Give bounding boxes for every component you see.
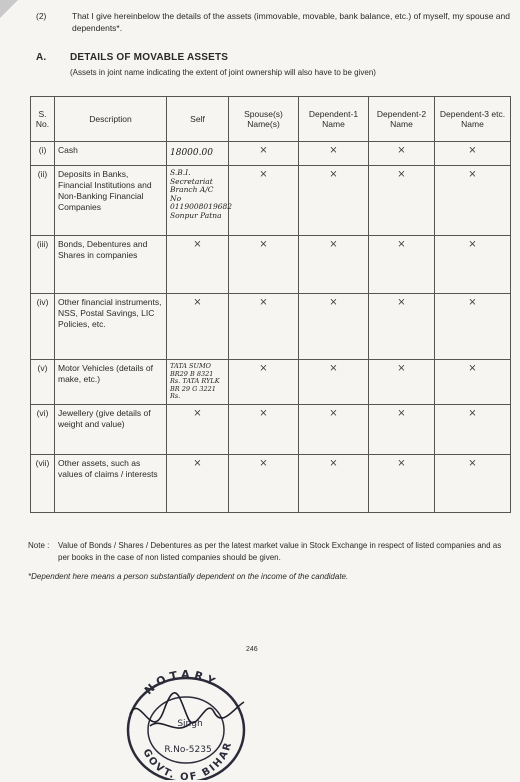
row-description: Other assets, such as values of claims / interests bbox=[55, 454, 167, 512]
row-mark: × bbox=[229, 404, 299, 454]
row-description: Bonds, Debentures and Shares in companies bbox=[55, 236, 167, 294]
seal-top-text: NOTARY bbox=[141, 667, 221, 698]
row-mark: × bbox=[435, 142, 511, 166]
row-mark: × bbox=[299, 404, 369, 454]
row-mark: × bbox=[299, 142, 369, 166]
row-self-value: × bbox=[167, 294, 229, 360]
dependent-footnote: *Dependent here means a person substantially dependent on the income of the candidate. bbox=[28, 572, 349, 581]
header-dependent-1: Dependent-1 Name bbox=[299, 97, 369, 142]
header-dependent-3: Dependent-3 etc. Name bbox=[435, 97, 511, 142]
table-row bbox=[31, 236, 511, 294]
header-sno: S. No. bbox=[31, 97, 55, 142]
row-mark: × bbox=[299, 294, 369, 360]
section-subnote: (Assets in joint name indicating the extent of joint ownership will also have to be given) bbox=[70, 68, 376, 77]
note-label: Note : bbox=[28, 541, 50, 550]
table-row bbox=[31, 404, 511, 454]
seal-registration: R.No-5235 bbox=[164, 745, 212, 755]
movable-assets-table bbox=[30, 96, 511, 513]
row-self-value: × bbox=[167, 454, 229, 512]
seal-outer-ring bbox=[128, 678, 244, 780]
table-row bbox=[31, 294, 511, 360]
row-mark: × bbox=[435, 166, 511, 236]
note-text: Value of Bonds / Shares / Debentures as per the latest market value in Stock Exchange in respect of listed companies and as per books in the case of non listed companies should be given. bbox=[58, 541, 502, 562]
row-mark: × bbox=[435, 360, 511, 405]
row-description: Other financial instruments, NSS, Postal Savings, LIC Policies, etc. bbox=[55, 294, 167, 360]
table-row bbox=[31, 360, 511, 405]
row-sno: (vi) bbox=[31, 404, 55, 454]
table-header-row bbox=[31, 97, 511, 142]
seal-name: Singh bbox=[177, 719, 203, 729]
row-mark: × bbox=[369, 360, 435, 405]
page-corner-fold bbox=[0, 0, 18, 18]
row-mark: × bbox=[229, 166, 299, 236]
row-self-value: S.B.I. Secretariat Branch A/C No 0119008019682 Sonpur Patna bbox=[167, 166, 229, 236]
header-self: Self bbox=[167, 97, 229, 142]
header-description: Description bbox=[55, 97, 167, 142]
row-self-value: × bbox=[167, 236, 229, 294]
row-mark: × bbox=[369, 454, 435, 512]
row-mark: × bbox=[435, 454, 511, 512]
row-mark: × bbox=[369, 166, 435, 236]
row-mark: × bbox=[229, 142, 299, 166]
row-sno: (iii) bbox=[31, 236, 55, 294]
row-sno: (ii) bbox=[31, 166, 55, 236]
row-description: Jewellery (give details of weight and value) bbox=[55, 404, 167, 454]
row-self-value: 18000.00 bbox=[167, 142, 229, 166]
row-mark: × bbox=[229, 360, 299, 405]
row-self-value: × bbox=[167, 404, 229, 454]
row-mark: × bbox=[299, 236, 369, 294]
row-description: Motor Vehicles (details of make, etc.) bbox=[55, 360, 167, 405]
section-title: DETAILS OF MOVABLE ASSETS bbox=[70, 52, 229, 63]
row-mark: × bbox=[229, 454, 299, 512]
row-mark: × bbox=[369, 404, 435, 454]
intro-text: That I give hereinbelow the details of the assets (immovable, movable, bank balance, etc.) of myself, my spouse and dependents*. bbox=[72, 11, 510, 33]
row-mark: × bbox=[299, 166, 369, 236]
row-mark: × bbox=[369, 142, 435, 166]
row-mark: × bbox=[229, 236, 299, 294]
row-sno: (vii) bbox=[31, 454, 55, 512]
table-row bbox=[31, 454, 511, 512]
row-mark: × bbox=[299, 360, 369, 405]
row-mark: × bbox=[229, 294, 299, 360]
row-mark: × bbox=[369, 236, 435, 294]
row-sno: (i) bbox=[31, 142, 55, 166]
row-mark: × bbox=[435, 236, 511, 294]
row-description: Cash bbox=[55, 142, 167, 166]
notary-seal-stamp bbox=[110, 652, 262, 780]
row-mark: × bbox=[369, 294, 435, 360]
header-spouse: Spouse(s) Name(s) bbox=[229, 97, 299, 142]
row-mark: × bbox=[435, 294, 511, 360]
row-sno: (iv) bbox=[31, 294, 55, 360]
table-row bbox=[31, 142, 511, 166]
seal-bottom-text: GOVT. OF BIHAR bbox=[140, 739, 235, 780]
row-sno: (v) bbox=[31, 360, 55, 405]
row-mark: × bbox=[299, 454, 369, 512]
page-number: 246 bbox=[246, 646, 258, 653]
intro-number: (2) bbox=[36, 11, 47, 21]
table-row bbox=[31, 166, 511, 236]
section-letter: A. bbox=[36, 52, 47, 63]
row-self-value: TATA SUMO BR29 B 8321 Rs. TATA RYLK BR 29 G 3221 Rs. bbox=[167, 360, 229, 405]
row-mark: × bbox=[435, 404, 511, 454]
row-description: Deposits in Banks, Financial Institutions and Non-Banking Financial Companies bbox=[55, 166, 167, 236]
header-dependent-2: Dependent-2 Name bbox=[369, 97, 435, 142]
